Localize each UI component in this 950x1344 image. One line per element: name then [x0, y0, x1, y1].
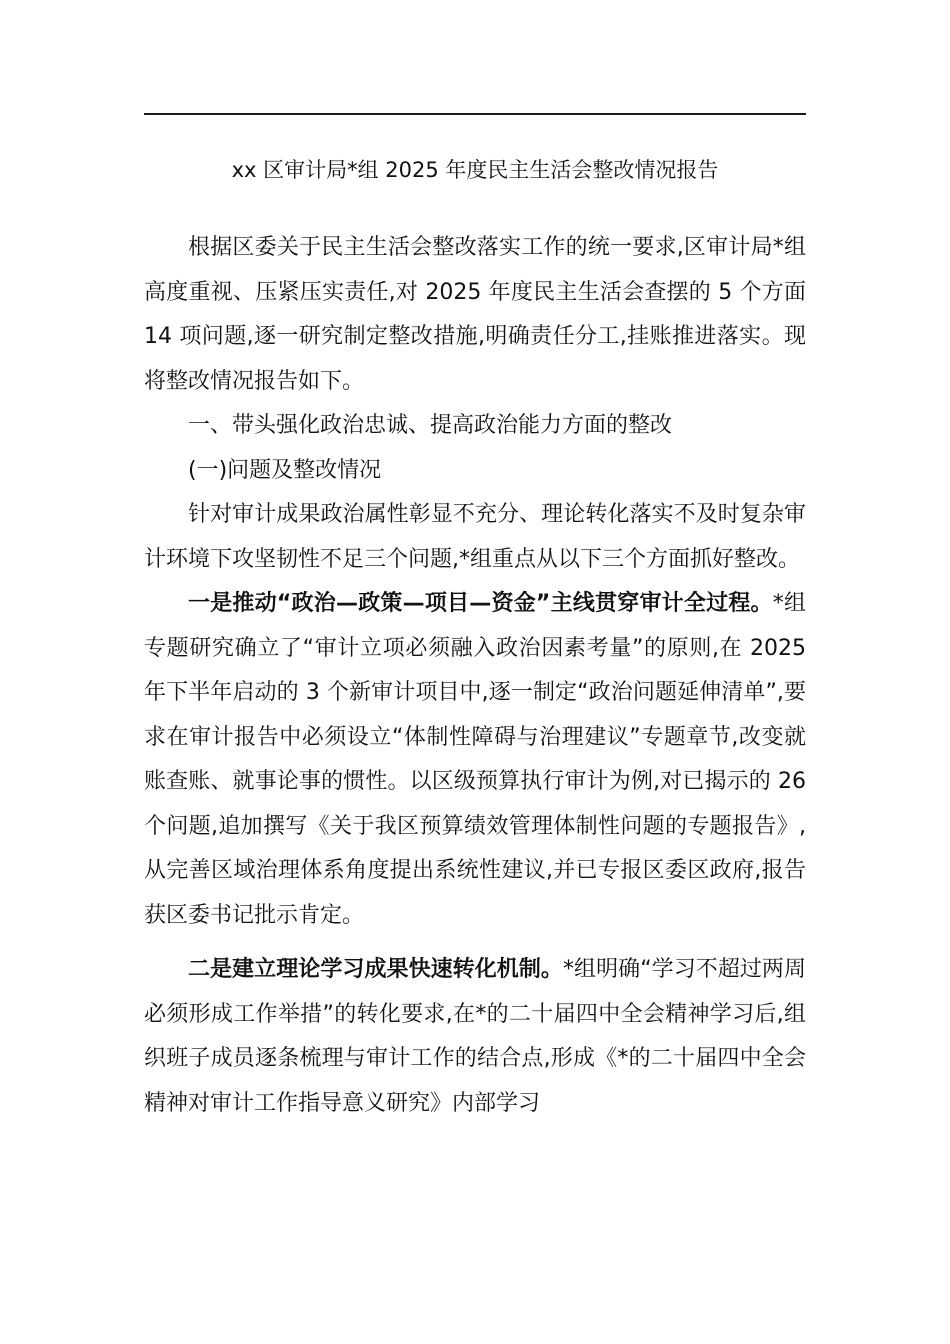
section-heading-1: 一、带头强化政治忠诚、提高政治能力方面的整改	[188, 413, 673, 438]
measure-paragraph-2	[144, 948, 806, 1126]
problems-paragraph: 针对审计成果政治属性彰显不充分、理论转化落实不及时复杂审计环境下攻坚韧性不足三个问题,*组重点从以下三个方面抓好整改。	[144, 502, 806, 572]
document-title: xx 区审计局*组 2025 年度民主生活会整改情况报告	[231, 158, 719, 182]
measure-text-2: *组明确“学习不超过两周必须形成工作举措”的转化要求,在*的二十届四中全会精神学习后,组织班子成员逐条梳理与审计工作的结合点,形成《*的二十届四中全会精神对审计工作指导意义研究》内部学习	[144, 957, 806, 1116]
measure-lead-1: 一是推动“政治—政策—项目—资金”主线贯穿审计全过程。	[188, 591, 773, 616]
measure-text-1: *组专题研究确立了“审计立项必须融入政治因素考量”的原则,在 2025 年下半年启动的 3 个新审计项目中,逐一制定“政治问题延伸清单”,要求在审计报告中必须设立“体制性障碍与治理建议”专题章节,改变就账查账、就事论事的惯性。以区级预算执行审计为例,对已揭示的 26 个问题,追加撰写《关于我区预算绩效管理体制性问题的专题报告》,从完善区域治理体系角度提出系统性建议,并已专报区委区政府,报告获区委书记批示肯定。	[144, 591, 806, 928]
header-rule	[144, 113, 806, 115]
intro-paragraph: 根据区委关于民主生活会整改落实工作的统一要求,区审计局*组高度重视、压紧压实责任,对 2025 年度民主生活会查摆的 5 个方面 14 项问题,逐一研究制定整改措施,明确责任分工,挂账推进落实。现将整改情况报告如下。	[144, 235, 806, 394]
subsection-heading-1: (一)问题及整改情况	[188, 457, 382, 483]
measure-lead-2: 二是建立理论学习成果快速转化机制。	[188, 957, 563, 982]
measure-paragraph-1	[144, 582, 806, 938]
document-body	[144, 226, 806, 1126]
